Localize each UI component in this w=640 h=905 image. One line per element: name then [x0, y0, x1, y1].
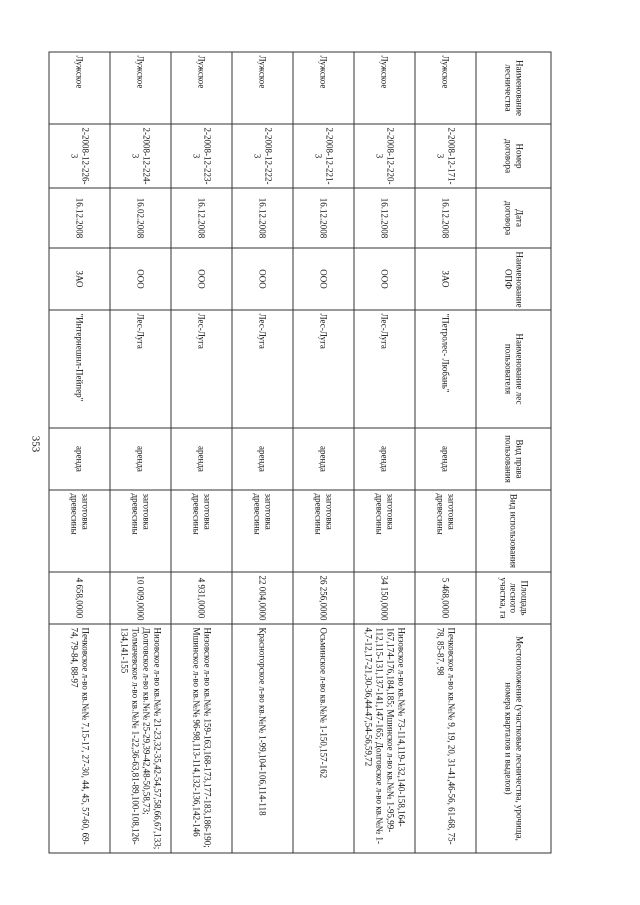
header-right-type: Вид права пользования — [476, 428, 551, 490]
header-contract-date: Дата договора — [476, 188, 551, 248]
cell-use-type: заготовка древесины — [415, 490, 476, 572]
cell-area: 5 468,0000 — [415, 572, 476, 624]
cell-forest-user: Лес-Луга — [232, 310, 293, 428]
cell-forestry: Лужское — [110, 52, 171, 124]
cell-location: Осьминское л-во кв.№№ 1-150,157-162 — [293, 624, 354, 853]
cell-legal-form: ООО — [232, 248, 293, 310]
cell-area: 26 256,0000 — [293, 572, 354, 624]
header-location: Местоположение (участковые лесничества, урочища, номера кварталов и выделов) — [476, 624, 551, 853]
cell-forestry: Лужское — [171, 52, 232, 124]
cell-location: Низовское л-во кв.№№ 159-163,168-173,177-183,186-190; Мшинское л-во кв.№№ 96-98,113-114,132-136,142-146 — [171, 624, 232, 853]
cell-contract-number: 2-2008-12-223-3 — [171, 124, 232, 188]
table-row — [232, 52, 293, 853]
cell-right-type: аренда — [354, 428, 415, 490]
cell-forest-user: Лес-Луга — [110, 310, 171, 428]
cell-right-type: аренда — [293, 428, 354, 490]
cell-right-type: аренда — [232, 428, 293, 490]
cell-forest-user: Лес-Луга — [171, 310, 232, 428]
header-contract-number: Номер договора — [476, 124, 551, 188]
cell-forestry: Лужское — [232, 52, 293, 124]
cell-contract-date: 16.12.2008 — [293, 188, 354, 248]
page-number: 353 — [29, 435, 42, 453]
cell-area: 34 150,0000 — [354, 572, 415, 624]
table-row — [110, 52, 171, 853]
cell-right-type: аренда — [110, 428, 171, 490]
cell-legal-form: ООО — [110, 248, 171, 310]
cell-forestry: Лужское — [293, 52, 354, 124]
lease-table-container — [69, 52, 552, 853]
cell-legal-form: ООО — [293, 248, 354, 310]
cell-forestry: Лужское — [354, 52, 415, 124]
cell-legal-form: ООО — [171, 248, 232, 310]
header-area: Площадь лесного участка, га — [476, 572, 551, 624]
cell-area: 22 004,0000 — [232, 572, 293, 624]
table-row — [171, 52, 232, 853]
cell-location: Низовское л-во кв.№№ 21-23,32-35,42-54,57,58,66,67,133; Долговское л-во кв.№№ 25-29,39-42,48-50,58,73; Толмачевское л-во кв.№№ 1-22,36-63,81-89,100-108,126-134,141-155 — [110, 624, 171, 853]
cell-contract-date: 16.12.2008 — [171, 188, 232, 248]
cell-contract-number: 2-2008-12-221-3 — [293, 124, 354, 188]
cell-location: Низовское л-во кв.№№ 73-114,119-132,140-158,164-167,174-176,184,185; Мшинское л-во кв.№№ 1-95,99-112,115-131,137-141,147-165; Долговское л-во кв.№№ 1-4,7-12,17-21,30-36,44-47,54-56,59,72 — [354, 624, 415, 853]
cell-location: Печковское л-во кв.№№ 7,15-17, 27-30, 44, 45, 57-60, 69-74, 79-84, 88-97 — [49, 624, 110, 853]
table-row — [354, 52, 415, 853]
header-legal-form: Наименование ОПФ — [476, 248, 551, 310]
header-forestry: Наименование лесничества — [476, 52, 551, 124]
cell-contract-number: 2-2008-12-171-3 — [415, 124, 476, 188]
cell-legal-form: ООО — [354, 248, 415, 310]
cell-use-type: заготовка древесины — [354, 490, 415, 572]
cell-right-type: аренда — [415, 428, 476, 490]
cell-forestry: Лужское — [49, 52, 110, 124]
cell-use-type: заготовка древесины — [110, 490, 171, 572]
cell-use-type: заготовка древесины — [171, 490, 232, 572]
cell-use-type: заготовка древесины — [232, 490, 293, 572]
cell-location: Печковское л-во кв.№№ 9, 19, 20, 31-41,46-56, 61-68, 75-78, 85-87, 98 — [415, 624, 476, 853]
table-row — [49, 52, 110, 853]
cell-forest-user: "Петролес- Любань" — [415, 310, 476, 428]
cell-use-type: заготовка древесины — [293, 490, 354, 572]
cell-area: 4 931,0000 — [171, 572, 232, 624]
cell-contract-number: 2-2008-12-220-3 — [354, 124, 415, 188]
cell-area: 4 658,0000 — [49, 572, 110, 624]
cell-contract-date: 16.02.2008 — [110, 188, 171, 248]
cell-contract-number: 2-2008-12-224-3 — [110, 124, 171, 188]
cell-contract-date: 16.12.2008 — [49, 188, 110, 248]
table-row — [293, 52, 354, 853]
cell-use-type: заготовка древесины — [49, 490, 110, 572]
cell-location: Красногорское л-во кв.№№ 1-99,104-106,114-118 — [232, 624, 293, 853]
table-row — [415, 52, 476, 853]
cell-right-type: аренда — [49, 428, 110, 490]
cell-legal-form: ЗАО — [49, 248, 110, 310]
cell-forest-user: Лес-Луга — [293, 310, 354, 428]
cell-forestry: Лужское — [415, 52, 476, 124]
cell-area: 10 009,0000 — [110, 572, 171, 624]
cell-contract-date: 16.12.2008 — [415, 188, 476, 248]
cell-legal-form: ЗАО — [415, 248, 476, 310]
cell-forest-user: Лес-Луга — [354, 310, 415, 428]
lease-table — [49, 52, 552, 854]
header-forest-user: Наименование лес пользователя — [476, 310, 551, 428]
cell-contract-date: 16.12.2008 — [232, 188, 293, 248]
cell-contract-number: 2-2008-12-226-3 — [49, 124, 110, 188]
cell-contract-date: 16.12.2008 — [354, 188, 415, 248]
cell-forest-user: "Интернешнл-Пейпер" — [49, 310, 110, 428]
header-row — [476, 52, 551, 853]
cell-right-type: аренда — [171, 428, 232, 490]
cell-contract-number: 2-2008-12-222-3 — [232, 124, 293, 188]
header-use-type: Вид использования — [476, 490, 551, 572]
